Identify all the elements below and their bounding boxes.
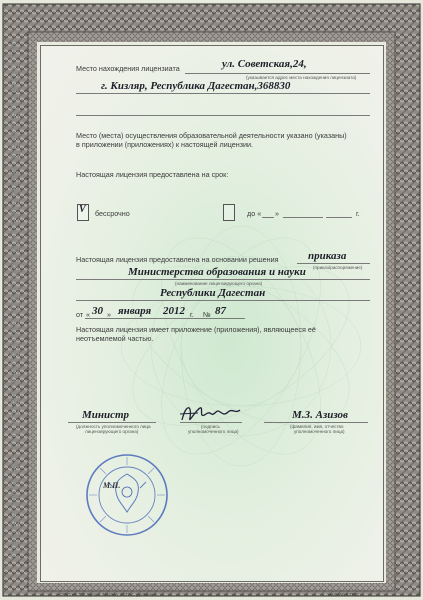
basis-authority-hint: (наименование лицензирующего органа) (175, 281, 263, 286)
address-street: ул. Советская,24, (222, 58, 307, 70)
footer-order: заказ № А3798 (327, 592, 359, 597)
appendix-note-1: Настоящая лицензия имеет приложение (приложения), являющееся её (76, 325, 316, 334)
until-checkbox (223, 204, 235, 221)
places-text-2: в приложении (приложениях) к настоящей лицензии. (76, 140, 254, 149)
address-hint: (указывается адрес места нахождения лицензиата) (246, 75, 357, 80)
signer-name: М.З. Азизов (292, 409, 348, 421)
address-label: Место нахождения лицензиата (76, 64, 180, 73)
basis-number: 87 (215, 305, 226, 317)
unlimited-label: бессрочно (95, 209, 130, 218)
signature-hint-2: уполномоченного лица) (188, 429, 239, 434)
basis-label: Настоящая лицензия предоставлена на основании решения (76, 255, 279, 264)
places-text-1: Место (места) осуществления образовательной деятельности указано (указаны) (76, 131, 347, 140)
name-hint-1: (фамилия, имя, отчество (290, 424, 344, 429)
position-line (68, 422, 156, 423)
basis-doc-type-line (297, 263, 370, 264)
basis-year: 2012 (163, 305, 185, 317)
basis-doc-type: приказа (308, 250, 347, 262)
basis-number-label: № (203, 310, 211, 319)
basis-date-line (85, 318, 245, 319)
basis-authority-line-1 (76, 279, 370, 280)
position-hint-1: (должность уполномоченного лица (76, 424, 151, 429)
basis-doc-type-hint: (приказ/распоряжение) (313, 265, 363, 270)
position-hint-2: лицензирующего органа) (85, 429, 139, 434)
basis-day: 30 (92, 305, 103, 317)
signer-position: Министр (82, 409, 130, 421)
address-line-2 (76, 93, 370, 94)
basis-authority-line-2 (76, 300, 370, 301)
unlimited-mark: V (79, 204, 86, 215)
address-line-1 (185, 73, 370, 74)
until-day-line (262, 217, 274, 218)
basis-from-label: от (76, 310, 84, 319)
until-year-line (326, 217, 352, 218)
official-seal (84, 452, 170, 538)
until-label: до « (247, 209, 262, 218)
side-title (3, 18, 27, 582)
appendix-note-2: неотъемлемой частью. (76, 334, 154, 343)
signature-hint-1: (подпись (201, 424, 220, 429)
address-city: г. Кизляр, Республика Дагестан,368830 (101, 80, 291, 92)
until-mid: » (275, 209, 279, 218)
basis-authority-2: Республики Дагестан (160, 287, 266, 299)
seal-mp: М.П. (103, 481, 121, 490)
term-label: Настоящая лицензия предоставлена на срок: (76, 170, 229, 179)
name-line (264, 422, 368, 423)
until-year-suffix: г. (356, 209, 360, 218)
name-hint-2: уполномоченного лица) (294, 429, 345, 434)
footer-printer: ООО «Б.Т.П.Арт», г. Москва, 2012 г., уровень А (60, 592, 158, 597)
basis-year-suffix: г. (190, 310, 194, 319)
basis-authority-1: Министерства образования и науки (128, 266, 306, 278)
until-month-line (283, 217, 323, 218)
basis-from-quote-close: » (107, 310, 111, 319)
address-line-3 (76, 115, 370, 116)
basis-from-quote-open: « (86, 310, 90, 319)
basis-month: января (118, 305, 152, 317)
side-title-text: ЛИЦЕНЗИЯ НА ОСУЩЕСТВЛЕНИЕ ОБРАЗОВАТЕЛЬНОЙ ДЕЯТЕЛЬНОСТИ (8, 41, 22, 559)
signature-line (180, 422, 242, 423)
